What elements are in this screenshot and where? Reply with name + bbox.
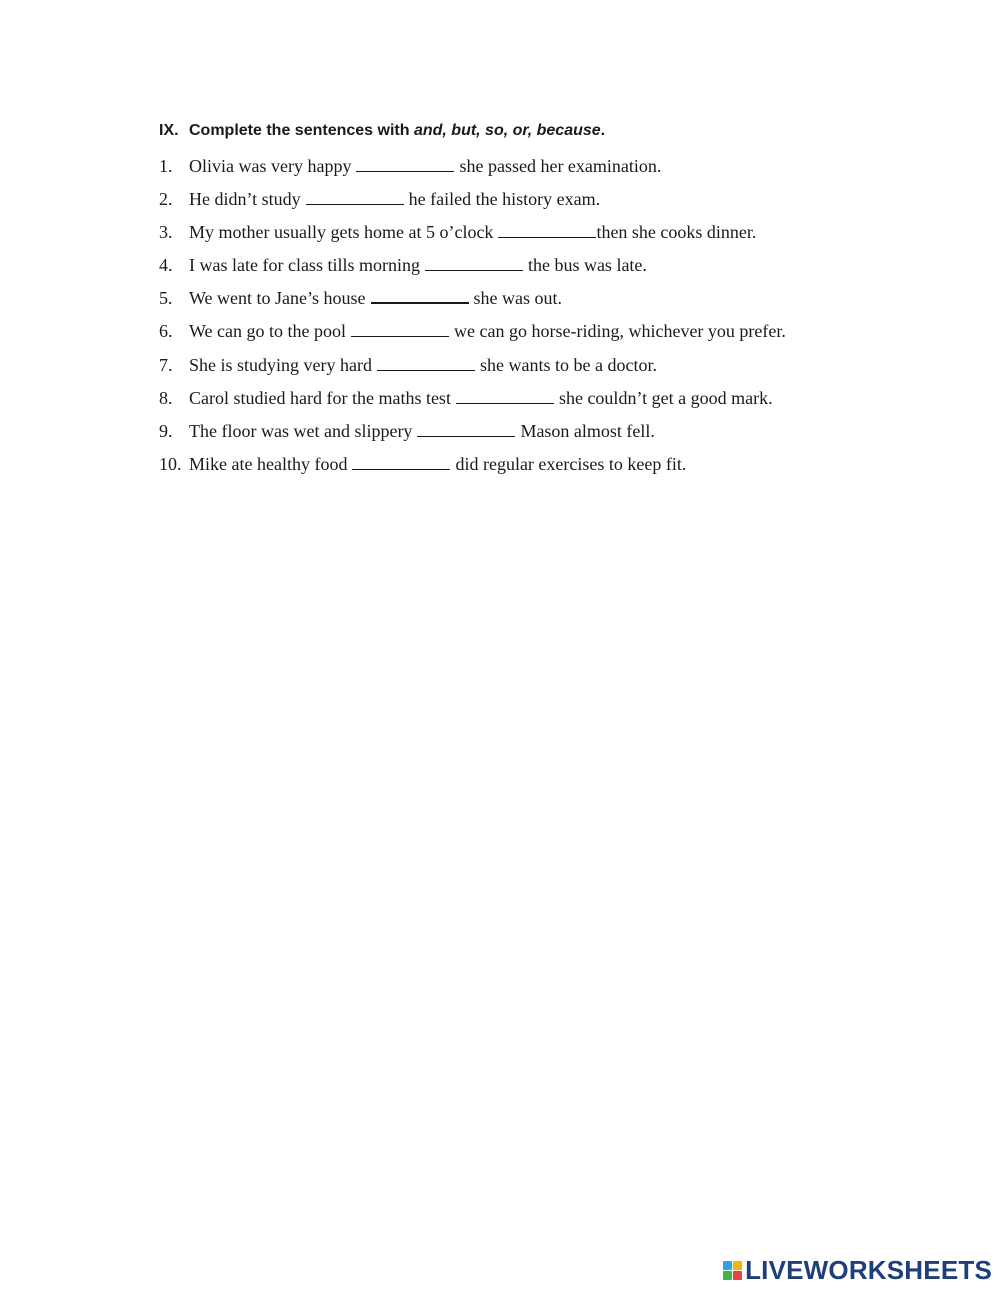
sentence-item [159, 416, 919, 449]
sentence-item [159, 449, 919, 482]
sentence-before: She is studying very hard [189, 354, 372, 375]
answer-blank[interactable] [371, 301, 469, 304]
sentence-item [159, 184, 919, 217]
sentence-after: the bus was late. [527, 255, 647, 276]
sentence-after: did regular exercises to keep fit. [455, 453, 687, 474]
sentence-list [159, 151, 919, 482]
answer-blank[interactable] [377, 369, 475, 371]
sentence-item [159, 250, 919, 283]
answer-blank[interactable] [306, 203, 404, 205]
sentence-before: My mother usually gets home at 5 o’clock [189, 222, 494, 243]
exercise-conjunctions: and, but, so, or, because [413, 122, 601, 139]
sentence-after: we can go horse-riding, whichever you prefer. [454, 321, 786, 342]
answer-blank[interactable] [456, 402, 554, 404]
answer-blank[interactable] [498, 236, 596, 238]
sentence-number: 7. [159, 354, 173, 375]
sentence-item [159, 283, 919, 316]
sentence-number: 5. [159, 288, 173, 309]
sentence-item [159, 151, 919, 184]
sentence-item [159, 217, 919, 250]
sentence-before: Olivia was very happy [189, 156, 352, 176]
sentence-item [159, 383, 919, 416]
sentence-number: 4. [159, 255, 173, 276]
sentence-before: We can go to the pool [189, 321, 347, 342]
sentence-item [159, 350, 919, 383]
liveworksheets-logo [723, 1256, 992, 1284]
sentence-number: 9. [159, 420, 173, 441]
answer-blank[interactable] [425, 269, 523, 271]
sentence-after: she passed her examination. [459, 156, 662, 176]
exercise-heading [159, 118, 919, 144]
liveworksheets-logo-icon [723, 1261, 742, 1280]
sentence-after: Mason almost fell. [520, 420, 655, 441]
logo-tile [733, 1261, 742, 1270]
answer-blank[interactable] [351, 335, 449, 337]
sentence-number: 8. [159, 387, 173, 408]
sentence-after: she was out. [473, 288, 563, 309]
sentence-number: 6. [159, 321, 173, 342]
sentence-after: she wants to be a doctor. [479, 354, 657, 375]
logo-tile [723, 1261, 732, 1270]
sentence-number: 2. [159, 189, 173, 210]
sentence-after: then she cooks dinner. [596, 222, 757, 243]
sentence-number: 10. [159, 453, 182, 474]
liveworksheets-logo-text: LIVEWORKSHEETS [745, 1255, 992, 1285]
sentence-before: I was late for class tills morning [189, 255, 420, 276]
sentence-number: 3. [159, 222, 173, 243]
sentence-before: The floor was wet and slippery [189, 420, 413, 441]
answer-blank[interactable] [417, 435, 515, 437]
logo-tile [723, 1271, 732, 1280]
logo-tile [733, 1271, 742, 1280]
sentence-before: Mike ate healthy food [189, 453, 348, 474]
sentence-number: 1. [159, 156, 173, 176]
sentence-item [159, 316, 919, 349]
answer-blank[interactable] [352, 468, 450, 470]
exercise-instruction: Complete the sentences with [189, 122, 410, 139]
worksheet [159, 118, 919, 482]
sentence-before: Carol studied hard for the maths test [189, 387, 451, 408]
sentence-before: He didn’t study [189, 189, 301, 210]
exercise-end-punct: . [600, 122, 606, 139]
sentence-after: he failed the history exam. [408, 189, 601, 210]
exercise-number: IX. [159, 122, 179, 139]
sentence-before: We went to Jane’s house [189, 288, 366, 309]
sentence-after: she couldn’t get a good mark. [558, 387, 773, 408]
answer-blank[interactable] [356, 170, 454, 172]
